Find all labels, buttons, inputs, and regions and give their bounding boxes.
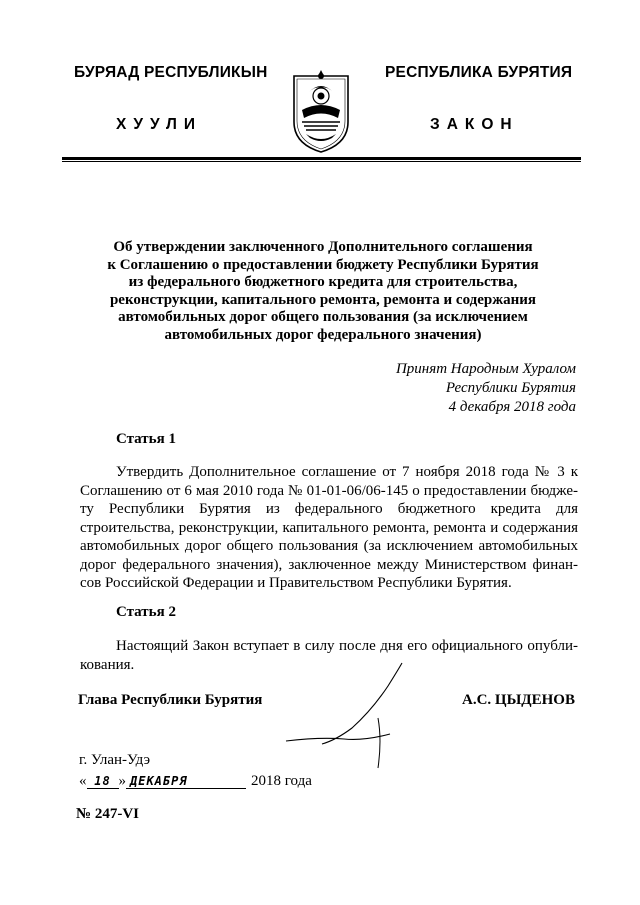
adoption-note (396, 360, 576, 417)
paragraph-line: Утвердить Дополнительное соглашение от 7 ноября 2018 года № 3 к (116, 464, 578, 480)
paragraph-line: Настоящий Закон вступает в силу после дня его официального опубли- (116, 638, 578, 654)
date-quote-close: » (118, 773, 126, 789)
place: г. Улан-Удэ (79, 752, 151, 768)
signing-date (79, 773, 312, 790)
title-line: Об утверждении заключенного Дополнительного соглашения (113, 239, 533, 255)
paragraph-line: Соглашению от 6 мая 2010 года № 01-01-06/06-145 о предоставлении бюдже- (80, 482, 578, 499)
adopted-date: 4 декабря 2018 года (448, 399, 576, 415)
article-1-heading: Статья 1 (116, 431, 176, 447)
date-day: 18 (87, 774, 119, 789)
paragraph-line: кования. (80, 656, 135, 673)
title-line: автомобильных дорог федерального значения) (164, 326, 482, 343)
date-year: 2018 года (251, 773, 312, 789)
law-title (40, 239, 606, 345)
date-quote-open: « (79, 773, 87, 789)
date-month: ДЕКАБРЯ (126, 774, 246, 789)
title-line: к Соглашению о предоставлении бюджету Республики Бурятия (107, 256, 539, 273)
signatory-position: Глава Республики Бурятия (78, 692, 263, 708)
paragraph-line: сов Российской Федерации и Правительством Республики Бурятия. (80, 575, 512, 591)
title-line: из федерального бюджетного кредита для строительства, (128, 274, 518, 291)
coat-of-arms-emblem (290, 64, 352, 156)
adopted-line: Республики Бурятия (445, 380, 576, 396)
signatory-name: А.С. ЦЫДЕНОВ (462, 692, 575, 708)
adopted-line: Принят Народным Хуралом (395, 361, 576, 377)
header-right-doc-type: ЗАКОН (430, 116, 519, 133)
header-left-doc-type: ХУУЛИ (116, 116, 203, 133)
paragraph-line: дорог федерального значения), заключенное между Министерством финан- (80, 556, 578, 573)
article-2-heading: Статья 2 (116, 604, 176, 620)
article-1-text (80, 463, 578, 593)
paragraph-line: строительства, реконструкции, капитального ремонта, ремонта и содержания (80, 519, 578, 536)
handwritten-signature (280, 660, 420, 775)
title-line: реконструкции, капитального ремонта, ремонта и содержания (109, 291, 537, 308)
paragraph-line: автомобильных дорог общего пользования (за исключением автомобильных (80, 538, 578, 554)
header-left-title: БУРЯАД РЕСПУБЛИКЫН (74, 64, 268, 81)
title-line: автомобильных дорог общего пользования (за исключением (118, 309, 528, 326)
header-rule-thick (62, 157, 581, 160)
header-right-title: РЕСПУБЛИКА БУРЯТИЯ (385, 64, 573, 81)
header-rule-thin (62, 161, 581, 162)
law-number: № 247-VI (76, 806, 139, 822)
paragraph-line: ту Республики Бурятия из федерального бюджетного кредита для (80, 501, 578, 517)
